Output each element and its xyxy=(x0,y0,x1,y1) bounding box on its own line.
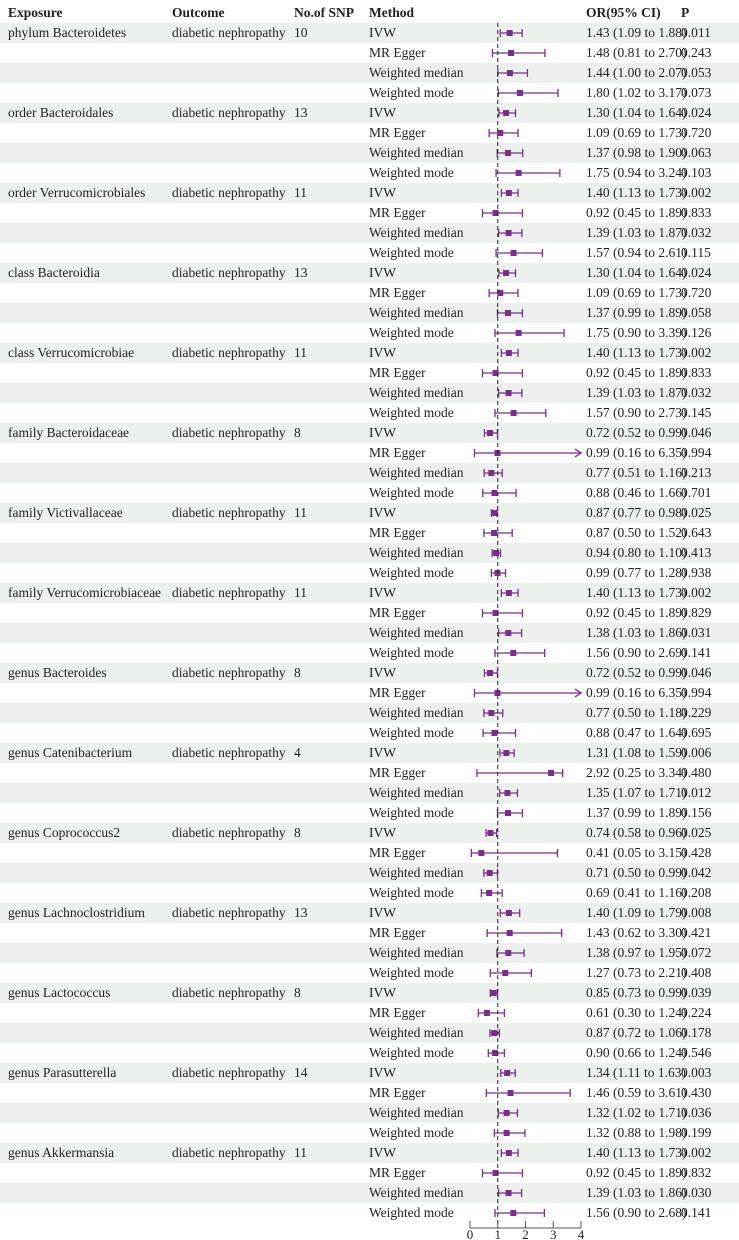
point-estimate xyxy=(488,830,494,836)
method-label: Weighted mode xyxy=(369,485,454,500)
outcome-label: diabetic nephropathy xyxy=(172,105,286,120)
or-ci-value: 1.32 (1.02 to 1.71) xyxy=(586,1105,687,1120)
p-value: 0.031 xyxy=(681,625,712,640)
or-ci-value: 0.99 (0.77 to 1.28) xyxy=(586,565,687,580)
snp-count: 10 xyxy=(294,25,308,40)
outcome-label: diabetic nephropathy xyxy=(172,905,286,920)
point-estimate xyxy=(507,930,513,936)
p-value: 0.199 xyxy=(681,1125,712,1140)
method-label: MR Egger xyxy=(369,525,426,540)
header-method: Method xyxy=(369,5,414,20)
p-value: 0.030 xyxy=(681,1185,712,1200)
or-ci-value: 1.57 (0.90 to 2.73) xyxy=(586,405,687,420)
snp-count: 11 xyxy=(294,1145,307,1160)
or-ci-value: 1.35 (1.07 to 1.71) xyxy=(586,785,687,800)
method-label: IVW xyxy=(369,265,396,280)
method-label: Weighted mode xyxy=(369,325,454,340)
method-label: Weighted median xyxy=(369,305,464,320)
or-ci-value: 1.44 (1.00 to 2.07) xyxy=(586,65,687,80)
or-ci-value: 1.43 (0.62 to 3.30) xyxy=(586,925,687,940)
or-ci-value: 1.56 (0.90 to 2.69) xyxy=(586,645,687,660)
point-estimate xyxy=(510,650,516,656)
outcome-label: diabetic nephropathy xyxy=(172,745,286,760)
point-estimate xyxy=(548,770,554,776)
p-value: 0.141 xyxy=(681,645,712,660)
point-estimate xyxy=(487,670,493,676)
point-estimate xyxy=(491,510,497,516)
or-ci-value: 0.77 (0.50 to 1.18) xyxy=(586,705,687,720)
or-ci-value: 1.40 (1.13 to 1.73) xyxy=(586,345,687,360)
p-value: 0.408 xyxy=(681,965,712,980)
snp-count: 11 xyxy=(294,345,307,360)
method-label: Weighted mode xyxy=(369,565,454,580)
method-label: Weighted median xyxy=(369,865,464,880)
point-estimate xyxy=(506,230,512,236)
method-label: IVW xyxy=(369,505,396,520)
or-ci-value: 0.61 (0.30 to 1.24) xyxy=(586,1005,687,1020)
method-label: Weighted median xyxy=(369,1105,464,1120)
exposure-label: class Bacteroidia xyxy=(8,265,100,280)
method-label: Weighted median xyxy=(369,465,464,480)
snp-count: 14 xyxy=(294,1065,308,1080)
or-ci-value: 0.87 (0.50 to 1.52) xyxy=(586,525,687,540)
p-value: 0.243 xyxy=(681,45,712,60)
method-label: IVW xyxy=(369,905,396,920)
or-ci-value: 1.37 (0.98 to 1.90) xyxy=(586,145,687,160)
or-ci-value: 1.39 (1.03 to 1.87) xyxy=(586,385,687,400)
method-label: IVW xyxy=(369,425,396,440)
exposure-label: genus Akkermansia xyxy=(8,1145,115,1160)
method-label: IVW xyxy=(369,345,396,360)
method-label: MR Egger xyxy=(369,125,426,140)
outcome-label: diabetic nephropathy xyxy=(172,505,286,520)
point-estimate xyxy=(503,270,509,276)
snp-count: 13 xyxy=(294,265,308,280)
method-label: MR Egger xyxy=(369,845,426,860)
p-value: 0.025 xyxy=(681,825,712,840)
method-label: Weighted mode xyxy=(369,805,454,820)
point-estimate xyxy=(505,810,511,816)
or-ci-value: 1.30 (1.04 to 1.64) xyxy=(586,265,687,280)
or-ci-value: 1.56 (0.90 to 2.68) xyxy=(586,1205,687,1220)
snp-count: 4 xyxy=(294,745,301,760)
exposure-label: order Bacteroidales xyxy=(8,105,114,120)
point-estimate xyxy=(511,410,517,416)
method-label: MR Egger xyxy=(369,445,426,460)
point-estimate xyxy=(506,390,512,396)
p-value: 0.032 xyxy=(681,385,712,400)
or-ci-value: 0.72 (0.52 to 0.99) xyxy=(586,665,687,680)
or-ci-value: 0.99 (0.16 to 6.35) xyxy=(586,445,687,460)
p-value: 0.103 xyxy=(681,165,712,180)
p-value: 0.024 xyxy=(681,105,712,120)
exposure-label: genus Bacteroides xyxy=(8,665,107,680)
p-value: 0.829 xyxy=(681,605,712,620)
p-value: 0.032 xyxy=(681,225,712,240)
p-value: 0.036 xyxy=(681,1105,712,1120)
header-p: P xyxy=(681,5,690,20)
or-ci-value: 0.92 (0.45 to 1.89) xyxy=(586,1165,687,1180)
point-estimate xyxy=(503,750,509,756)
outcome-label: diabetic nephropathy xyxy=(172,425,286,440)
point-estimate xyxy=(516,330,522,336)
p-value: 0.421 xyxy=(681,925,712,940)
or-ci-value: 0.92 (0.45 to 1.89) xyxy=(586,205,687,220)
method-label: Weighted median xyxy=(369,65,464,80)
snp-count: 11 xyxy=(294,505,307,520)
or-ci-value: 0.90 (0.66 to 1.24) xyxy=(586,1045,687,1060)
outcome-label: diabetic nephropathy xyxy=(172,25,286,40)
p-value: 0.063 xyxy=(681,145,712,160)
p-value: 0.042 xyxy=(681,865,712,880)
method-label: Weighted median xyxy=(369,625,464,640)
method-label: Weighted mode xyxy=(369,645,454,660)
point-estimate xyxy=(486,890,492,896)
or-ci-value: 1.38 (1.03 to 1.86) xyxy=(586,625,687,640)
method-label: Weighted median xyxy=(369,945,464,960)
or-ci-value: 1.32 (0.88 to 1.98) xyxy=(586,1125,687,1140)
method-label: Weighted mode xyxy=(369,1205,454,1220)
or-ci-value: 1.40 (1.13 to 1.73) xyxy=(586,185,687,200)
exposure-label: genus Lactococcus xyxy=(8,985,111,1000)
method-label: IVW xyxy=(369,25,396,40)
method-label: Weighted mode xyxy=(369,405,454,420)
point-estimate xyxy=(506,910,512,916)
p-value: 0.011 xyxy=(681,25,711,40)
point-estimate xyxy=(516,170,522,176)
point-estimate xyxy=(511,250,517,256)
outcome-label: diabetic nephropathy xyxy=(172,985,286,1000)
p-value: 0.430 xyxy=(681,1085,712,1100)
point-estimate xyxy=(505,950,511,956)
method-label: Weighted median xyxy=(369,785,464,800)
p-value: 0.224 xyxy=(681,1005,712,1020)
method-label: Weighted median xyxy=(369,545,464,560)
method-label: IVW xyxy=(369,1145,396,1160)
snp-count: 11 xyxy=(294,585,307,600)
method-label: MR Egger xyxy=(369,365,426,380)
p-value: 0.546 xyxy=(681,1045,712,1060)
method-label: IVW xyxy=(369,585,396,600)
p-value: 0.720 xyxy=(681,285,712,300)
method-label: MR Egger xyxy=(369,285,426,300)
x-tick-label: 3 xyxy=(550,1227,557,1240)
method-label: IVW xyxy=(369,985,396,1000)
method-label: Weighted mode xyxy=(369,1125,454,1140)
p-value: 0.012 xyxy=(681,785,712,800)
point-estimate xyxy=(505,310,511,316)
p-value: 0.003 xyxy=(681,1065,712,1080)
or-ci-value: 1.57 (0.94 to 2.61) xyxy=(586,245,687,260)
or-ci-value: 1.09 (0.69 to 1.73) xyxy=(586,285,687,300)
p-value: 0.126 xyxy=(681,325,712,340)
outcome-label: diabetic nephropathy xyxy=(172,1145,286,1160)
p-value: 0.002 xyxy=(681,585,712,600)
point-estimate xyxy=(503,110,509,116)
point-estimate xyxy=(505,150,511,156)
exposure-label: genus Parasutterella xyxy=(8,1065,117,1080)
method-label: IVW xyxy=(369,185,396,200)
outcome-label: diabetic nephropathy xyxy=(172,185,286,200)
method-label: MR Egger xyxy=(369,205,426,220)
p-value: 0.643 xyxy=(681,525,712,540)
exposure-label: family Verrucomicrobiaceae xyxy=(8,585,162,600)
exposure-label: order Verrucomicrobiales xyxy=(8,185,146,200)
method-label: IVW xyxy=(369,665,396,680)
or-ci-value: 1.40 (1.09 to 1.79) xyxy=(586,905,687,920)
method-label: IVW xyxy=(369,825,396,840)
point-estimate xyxy=(507,30,513,36)
point-estimate xyxy=(506,350,512,356)
p-value: 0.178 xyxy=(681,1025,712,1040)
point-estimate xyxy=(507,70,513,76)
point-estimate xyxy=(491,730,497,736)
p-value: 0.701 xyxy=(681,485,712,500)
snp-count: 13 xyxy=(294,105,308,120)
p-value: 0.229 xyxy=(681,705,712,720)
method-label: Weighted mode xyxy=(369,725,454,740)
header-snp: No.of SNP xyxy=(294,5,354,20)
x-tick-label: 2 xyxy=(522,1227,529,1240)
point-estimate xyxy=(491,990,497,996)
or-ci-value: 1.75 (0.90 to 3.39) xyxy=(586,325,687,340)
point-estimate xyxy=(505,630,511,636)
snp-count: 8 xyxy=(294,425,301,440)
p-value: 0.833 xyxy=(681,365,712,380)
p-value: 0.002 xyxy=(681,345,712,360)
method-label: Weighted mode xyxy=(369,965,454,980)
p-value: 0.072 xyxy=(681,945,712,960)
method-label: Weighted median xyxy=(369,1025,464,1040)
or-ci-value: 1.46 (0.59 to 3.61) xyxy=(586,1085,687,1100)
or-ci-value: 0.87 (0.72 to 1.06) xyxy=(586,1025,687,1040)
or-ci-value: 0.72 (0.52 to 0.99) xyxy=(586,425,687,440)
x-tick-label: 4 xyxy=(577,1227,585,1240)
outcome-label: diabetic nephropathy xyxy=(172,265,286,280)
point-estimate xyxy=(502,970,508,976)
header-exposure: Exposure xyxy=(8,5,63,20)
or-ci-value: 1.40 (1.13 to 1.73) xyxy=(586,585,687,600)
method-label: Weighted mode xyxy=(369,165,454,180)
or-ci-value: 1.39 (1.03 to 1.86) xyxy=(586,1185,687,1200)
or-ci-value: 0.77 (0.51 to 1.16) xyxy=(586,465,687,480)
or-ci-value: 0.99 (0.16 to 6.35) xyxy=(586,685,687,700)
point-estimate xyxy=(484,1010,490,1016)
or-ci-value: 0.88 (0.47 to 1.64) xyxy=(586,725,687,740)
point-estimate xyxy=(491,1030,497,1036)
outcome-label: diabetic nephropathy xyxy=(172,825,286,840)
p-value: 0.006 xyxy=(681,745,712,760)
or-ci-value: 0.94 (0.80 to 1.10) xyxy=(586,545,687,560)
method-label: MR Egger xyxy=(369,685,426,700)
header-outcome: Outcome xyxy=(172,5,225,20)
or-ci-value: 1.37 (0.99 to 1.89) xyxy=(586,805,687,820)
outcome-label: diabetic nephropathy xyxy=(172,1065,286,1080)
point-estimate xyxy=(508,50,514,56)
p-value: 0.024 xyxy=(681,265,712,280)
p-value: 0.025 xyxy=(681,505,712,520)
method-label: Weighted mode xyxy=(369,1045,454,1060)
point-estimate xyxy=(504,1110,510,1116)
point-estimate xyxy=(506,1150,512,1156)
or-ci-value: 1.27 (0.73 to 2.21) xyxy=(586,965,687,980)
x-tick-label: 0 xyxy=(466,1227,474,1240)
p-value: 0.208 xyxy=(681,885,712,900)
p-value: 0.156 xyxy=(681,805,712,820)
exposure-label: phylum Bacteroidetes xyxy=(8,25,127,40)
or-ci-value: 0.69 (0.41 to 1.16) xyxy=(586,885,687,900)
point-estimate xyxy=(510,1210,516,1216)
p-value: 0.039 xyxy=(681,985,712,1000)
snp-count: 8 xyxy=(294,665,301,680)
or-ci-value: 0.71 (0.50 to 0.99) xyxy=(586,865,687,880)
point-estimate xyxy=(478,850,484,856)
p-value: 0.002 xyxy=(681,1145,712,1160)
method-label: IVW xyxy=(369,1065,396,1080)
point-estimate xyxy=(487,430,493,436)
exposure-label: genus Lachnoclostridium xyxy=(8,905,145,920)
point-estimate xyxy=(504,1130,510,1136)
p-value: 0.141 xyxy=(681,1205,712,1220)
snp-count: 8 xyxy=(294,825,301,840)
point-estimate xyxy=(492,1050,498,1056)
or-ci-value: 0.41 (0.05 to 3.15) xyxy=(586,845,687,860)
x-tick-label: 1 xyxy=(494,1227,501,1240)
snp-count: 13 xyxy=(294,905,308,920)
or-ci-value: 0.85 (0.73 to 0.99) xyxy=(586,985,687,1000)
outcome-label: diabetic nephropathy xyxy=(172,585,286,600)
p-value: 0.115 xyxy=(681,245,711,260)
p-value: 0.413 xyxy=(681,545,712,560)
p-value: 0.046 xyxy=(681,425,712,440)
or-ci-value: 1.40 (1.13 to 1.73) xyxy=(586,1145,687,1160)
or-ci-value: 1.48 (0.81 to 2.70) xyxy=(586,45,687,60)
method-label: IVW xyxy=(369,745,396,760)
method-label: MR Egger xyxy=(369,45,426,60)
or-ci-value: 1.30 (1.04 to 1.64) xyxy=(586,105,687,120)
method-label: MR Egger xyxy=(369,1165,426,1180)
or-ci-value: 1.31 (1.08 to 1.59) xyxy=(586,745,687,760)
method-label: Weighted mode xyxy=(369,245,454,260)
method-label: Weighted median xyxy=(369,145,464,160)
p-value: 0.046 xyxy=(681,665,712,680)
or-ci-value: 1.39 (1.03 to 1.87) xyxy=(586,225,687,240)
method-label: Weighted median xyxy=(369,1185,464,1200)
or-ci-value: 0.88 (0.46 to 1.66) xyxy=(586,485,687,500)
method-label: Weighted mode xyxy=(369,85,454,100)
or-ci-value: 1.43 (1.09 to 1.88) xyxy=(586,25,687,40)
or-ci-value: 0.87 (0.77 to 0.98) xyxy=(586,505,687,520)
p-value: 0.938 xyxy=(681,565,712,580)
or-ci-value: 0.92 (0.45 to 1.89) xyxy=(586,605,687,620)
outcome-label: diabetic nephropathy xyxy=(172,665,286,680)
exposure-label: family Bacteroidaceae xyxy=(8,425,130,440)
p-value: 0.832 xyxy=(681,1165,712,1180)
p-value: 0.213 xyxy=(681,465,712,480)
p-value: 0.720 xyxy=(681,125,712,140)
p-value: 0.145 xyxy=(681,405,712,420)
header-or: OR(95% CI) xyxy=(586,5,661,20)
method-label: Weighted median xyxy=(369,705,464,720)
or-ci-value: 1.38 (0.97 to 1.95) xyxy=(586,945,687,960)
point-estimate xyxy=(506,1190,512,1196)
or-ci-value: 0.92 (0.45 to 1.89) xyxy=(586,365,687,380)
method-label: MR Egger xyxy=(369,605,426,620)
point-estimate xyxy=(488,710,494,716)
p-value: 0.002 xyxy=(681,185,712,200)
or-ci-value: 1.09 (0.69 to 1.73) xyxy=(586,125,687,140)
method-label: MR Egger xyxy=(369,925,426,940)
p-value: 0.833 xyxy=(681,205,712,220)
outcome-label: diabetic nephropathy xyxy=(172,345,286,360)
p-value: 0.994 xyxy=(681,445,712,460)
method-label: MR Egger xyxy=(369,1005,426,1020)
or-ci-value: 1.75 (0.94 to 3.24) xyxy=(586,165,687,180)
or-ci-value: 0.74 (0.58 to 0.96) xyxy=(586,825,687,840)
point-estimate xyxy=(508,1090,514,1096)
method-label: Weighted mode xyxy=(369,885,454,900)
or-ci-value: 2.92 (0.25 to 3.34) xyxy=(586,765,687,780)
p-value: 0.428 xyxy=(681,845,712,860)
point-estimate xyxy=(487,870,493,876)
exposure-label: genus Catenibacterium xyxy=(8,745,133,760)
point-estimate xyxy=(506,590,512,596)
or-ci-value: 1.37 (0.99 to 1.89) xyxy=(586,305,687,320)
exposure-label: class Verrucomicrobiae xyxy=(8,345,135,360)
method-label: MR Egger xyxy=(369,1085,426,1100)
point-estimate xyxy=(488,470,494,476)
snp-count: 11 xyxy=(294,185,307,200)
point-estimate xyxy=(504,790,510,796)
exposure-label: family Victivallaceae xyxy=(8,505,123,520)
p-value: 0.994 xyxy=(681,685,712,700)
method-label: IVW xyxy=(369,105,396,120)
p-value: 0.058 xyxy=(681,305,712,320)
p-value: 0.053 xyxy=(681,65,712,80)
method-label: MR Egger xyxy=(369,765,426,780)
p-value: 0.008 xyxy=(681,905,712,920)
snp-count: 8 xyxy=(294,985,301,1000)
point-estimate xyxy=(491,490,497,496)
point-estimate xyxy=(506,190,512,196)
or-ci-value: 1.34 (1.11 to 1.63) xyxy=(586,1065,686,1080)
or-ci-value: 1.80 (1.02 to 3.17) xyxy=(586,85,687,100)
method-label: Weighted median xyxy=(369,225,464,240)
exposure-label: genus Coprococcus2 xyxy=(8,825,121,840)
method-label: Weighted median xyxy=(369,385,464,400)
point-estimate xyxy=(517,90,523,96)
p-value: 0.073 xyxy=(681,85,712,100)
point-estimate xyxy=(491,530,497,536)
point-estimate xyxy=(504,1070,510,1076)
p-value: 0.695 xyxy=(681,725,712,740)
p-value: 0.480 xyxy=(681,765,712,780)
